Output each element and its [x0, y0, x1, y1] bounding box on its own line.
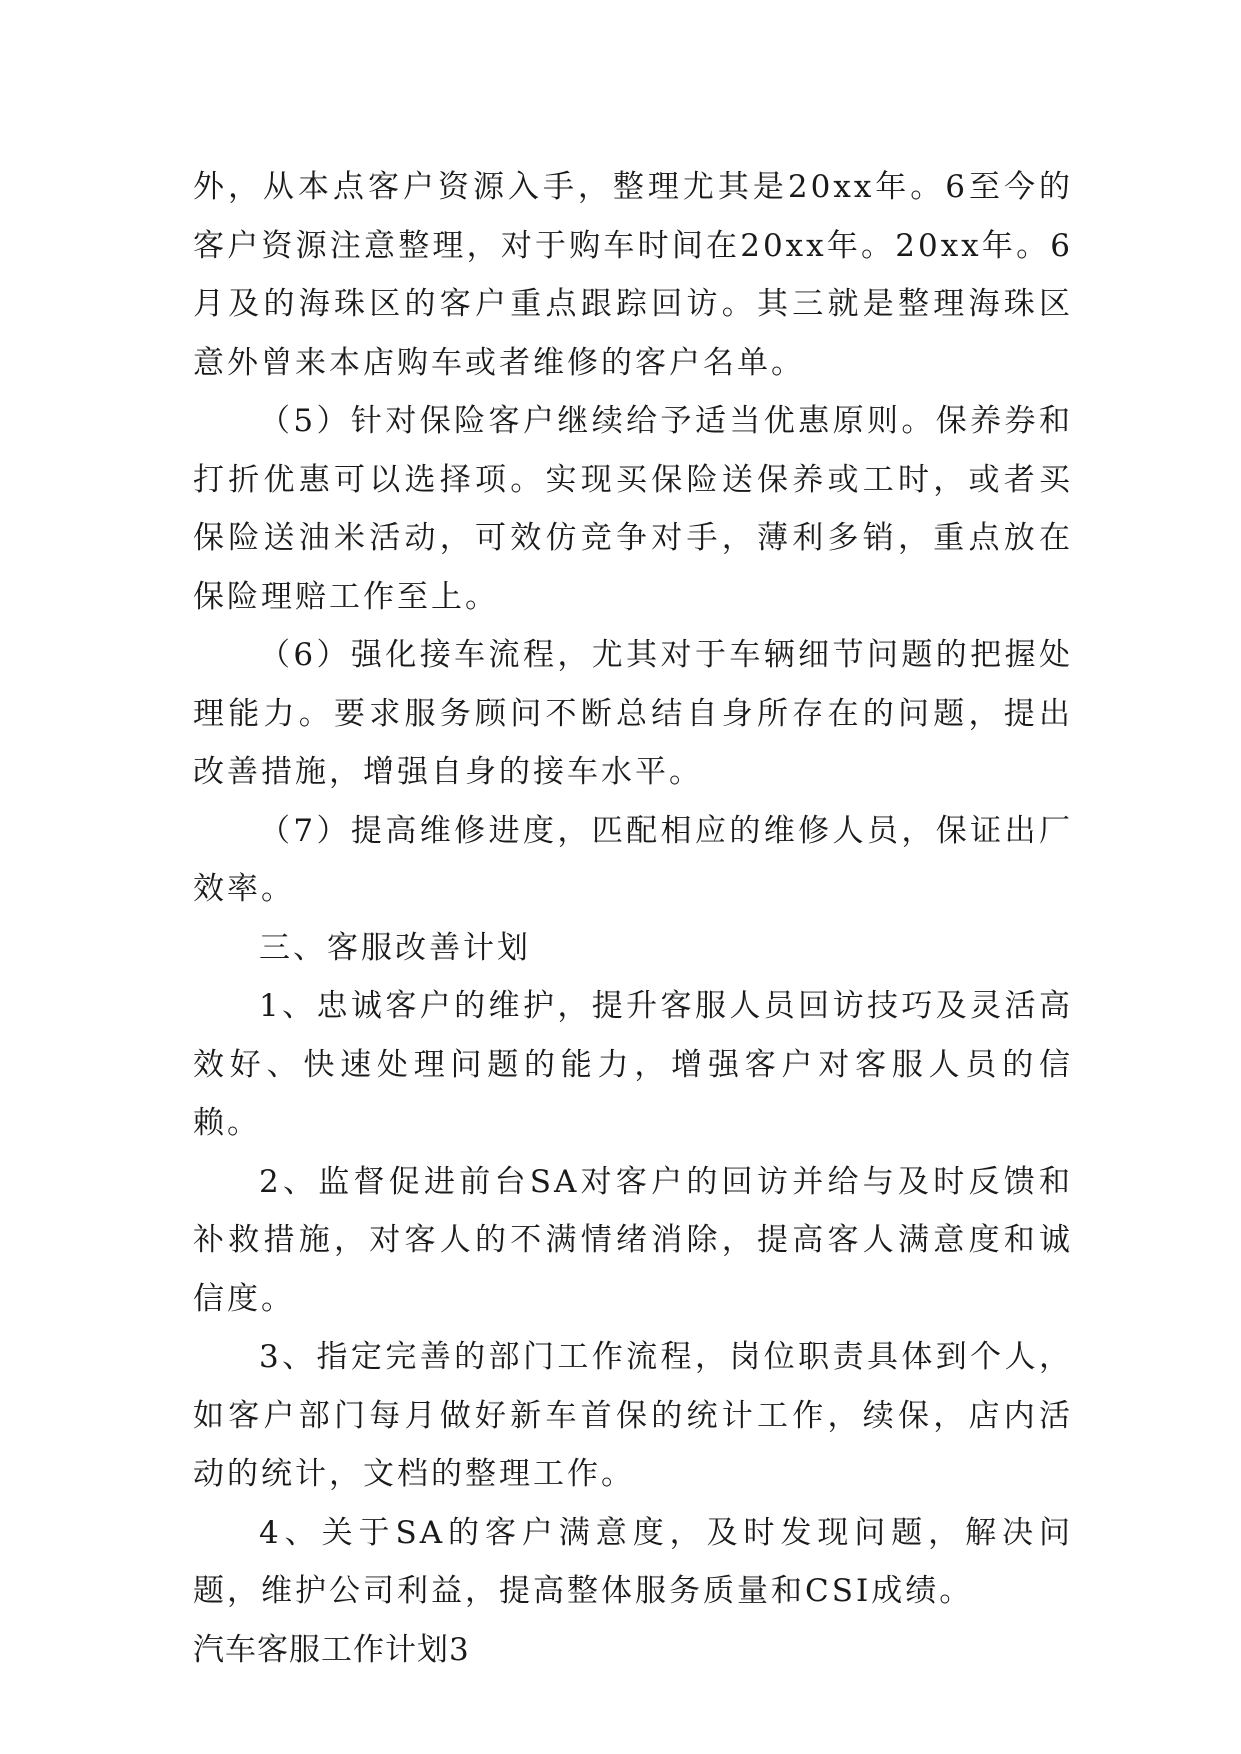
section-heading: 三、客服改善计划 — [259, 929, 531, 966]
paragraph-point-3: 3、指定完善的部门工作流程，岗位职责具体到个人，如客户部门每月做好新车首保的统计工作，续保，店内活动的统计，文档的整理工作。 — [193, 1339, 1073, 1492]
paragraph-point-1: 1、忠诚客户的维护，提升客服人员回访技巧及灵活高效好、快速处理问题的能力，增强客户对客服人员的信赖。 — [193, 988, 1073, 1141]
paragraph-item-7: （7）提高维修进度，匹配相应的维修人员，保证出厂效率。 — [193, 812, 1073, 907]
document-body — [193, 158, 1073, 1679]
paragraph-continuation: 外，从本点客户资源入手，整理尤其是20xx年。6至今的客户资源注意整理，对于购车时间在20xx年。20xx年。6月及的海珠区的客户重点跟踪回访。其三就是整理海珠区意外曾来本店购车或者维修的客户名单。 — [193, 169, 1073, 381]
paragraph-point-4: 4、关于SA的客户满意度，及时发现问题，解决问题，维护公司利益，提高整体服务质量和CSI成绩。 — [193, 1514, 1073, 1609]
paragraph-item-5: （5）针对保险客户继续给予适当优惠原则。保养券和打折优惠可以选择项。实现买保险送保养或工时，或者买保险送油米活动，可效仿竞争对手，薄利多销，重点放在保险理赔工作至上。 — [193, 403, 1073, 615]
paragraph-point-2: 2、监督促进前台SA对客户的回访并给与及时反馈和补救措施，对客人的不满情绪消除，提高客人满意度和诚信度。 — [193, 1163, 1073, 1317]
paragraph-item-6: （6）强化接车流程，尤其对于车辆细节问题的把握处理能力。要求服务顾问不断总结自身所存在的问题，提出改善措施，增强自身的接车水平。 — [193, 637, 1073, 790]
document-section-title: 汽车客服工作计划3 — [193, 1631, 470, 1668]
